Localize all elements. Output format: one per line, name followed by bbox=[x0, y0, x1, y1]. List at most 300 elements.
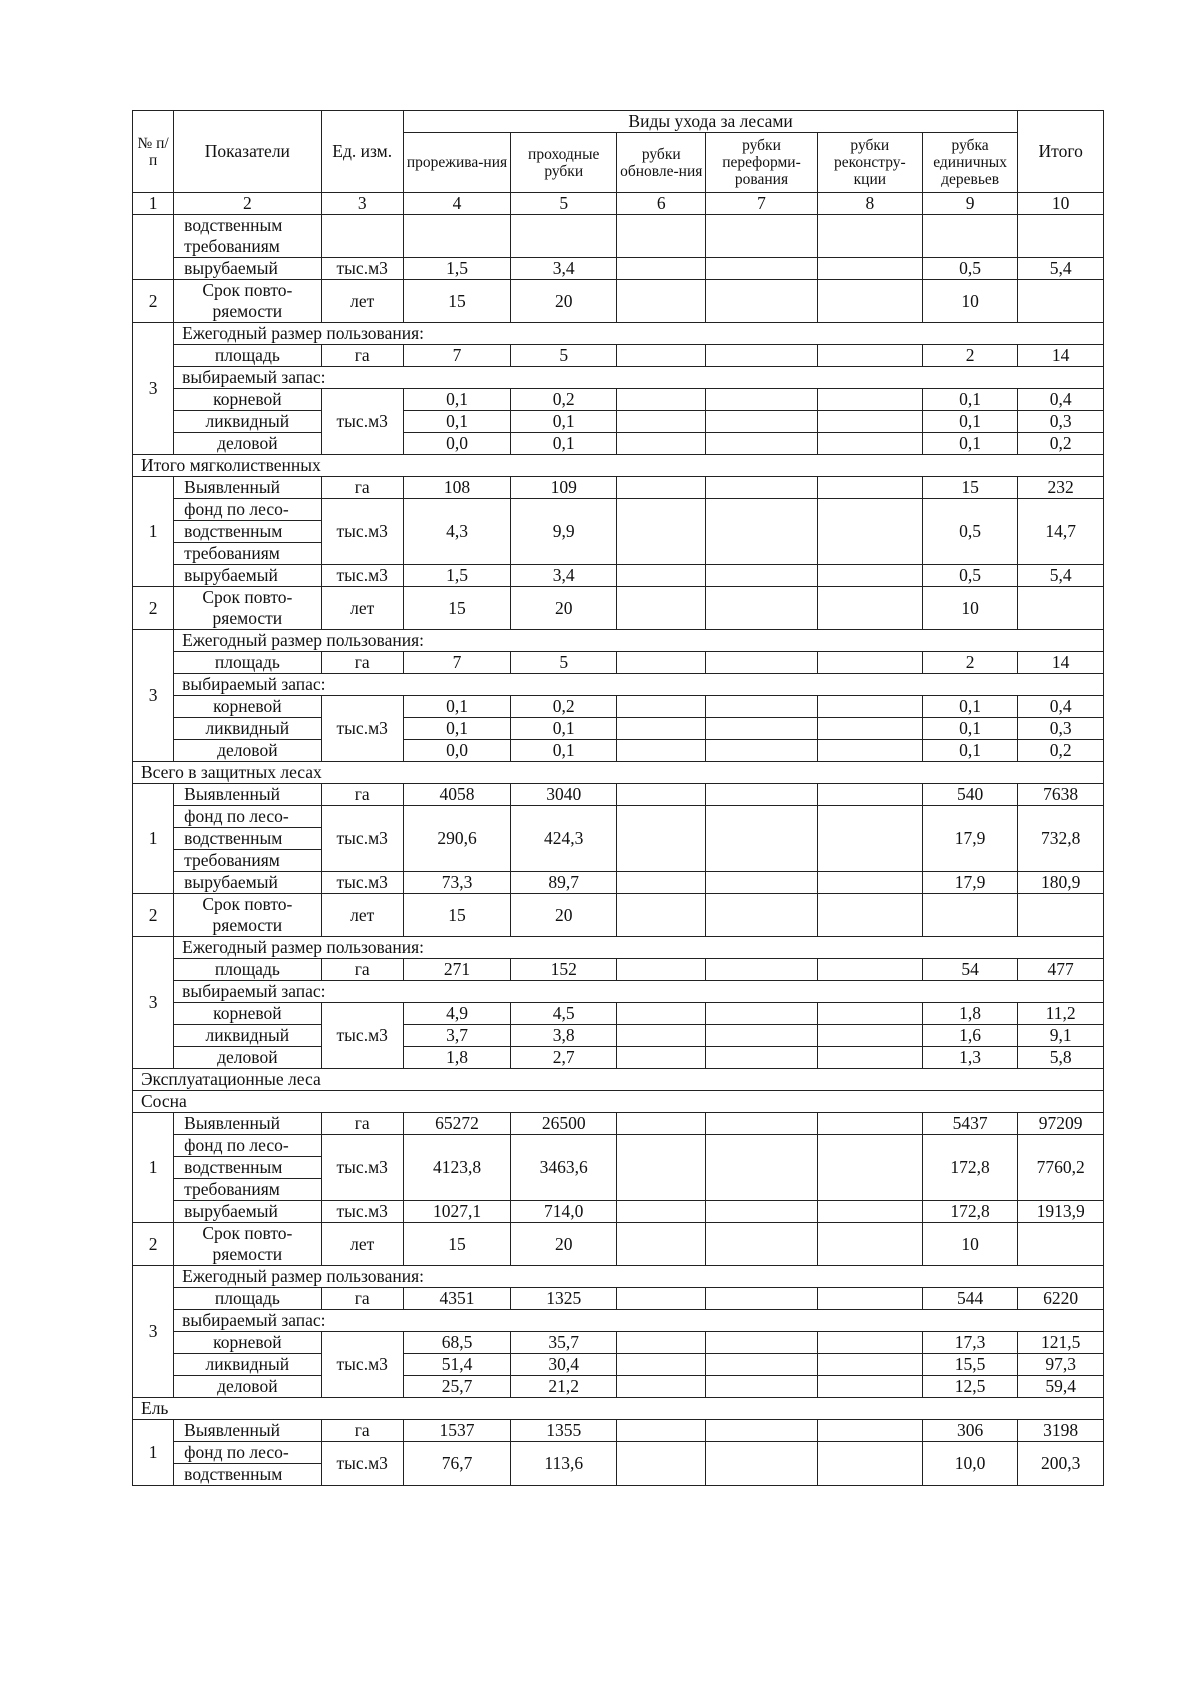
indicator-label: ликвидный bbox=[174, 411, 321, 433]
unit-cell: лет bbox=[321, 587, 403, 630]
unit-cell: лет bbox=[321, 1223, 403, 1266]
value-cell bbox=[617, 565, 706, 587]
value-cell: 3198 bbox=[1018, 1420, 1104, 1442]
value-cell bbox=[817, 565, 922, 587]
value-cell bbox=[706, 1135, 818, 1201]
value-cell: 152 bbox=[511, 959, 617, 981]
row-number: 3 bbox=[133, 323, 174, 455]
unit-cell: тыс.м3 bbox=[321, 1332, 403, 1398]
value-cell bbox=[817, 215, 922, 258]
column-numbers-row bbox=[133, 193, 1104, 215]
indicator-label: ликвидный bbox=[174, 718, 321, 740]
unit-cell: га bbox=[321, 652, 403, 674]
col-unit-header: Ед. изм. bbox=[321, 111, 403, 193]
table-row bbox=[133, 959, 1104, 981]
value-cell: 0,1 bbox=[403, 718, 510, 740]
value-cell: 7638 bbox=[1018, 784, 1104, 806]
value-cell bbox=[617, 1201, 706, 1223]
row-number: 3 bbox=[133, 1266, 174, 1398]
value-cell bbox=[617, 1288, 706, 1310]
document-page bbox=[132, 110, 1104, 1486]
value-cell: 14 bbox=[1018, 652, 1104, 674]
indicator-label: Ежегодный размер пользования: bbox=[174, 630, 1104, 652]
col-number: 8 bbox=[817, 193, 922, 215]
value-cell bbox=[617, 806, 706, 872]
value-cell bbox=[617, 1135, 706, 1201]
value-cell bbox=[617, 872, 706, 894]
indicator-label: Выявленный bbox=[174, 477, 321, 499]
row-number: 3 bbox=[133, 937, 174, 1069]
value-cell: 20 bbox=[511, 894, 617, 937]
value-cell: 20 bbox=[511, 1223, 617, 1266]
indicator-label: вырубаемый bbox=[174, 1201, 321, 1223]
col-indicators-header: Показатели bbox=[174, 111, 321, 193]
value-cell bbox=[706, 959, 818, 981]
value-cell bbox=[817, 1135, 922, 1201]
value-cell bbox=[617, 258, 706, 280]
value-cell: 0,5 bbox=[922, 565, 1017, 587]
col-renewal-cuts-header: рубки обновле-ния bbox=[617, 133, 706, 193]
value-cell: 1325 bbox=[511, 1288, 617, 1310]
indicator-label: Ежегодный размер пользования: bbox=[174, 323, 1104, 345]
value-cell: 1,8 bbox=[922, 1003, 1017, 1025]
value-cell bbox=[617, 280, 706, 323]
value-cell: 5,4 bbox=[1018, 258, 1104, 280]
value-cell bbox=[706, 872, 818, 894]
value-cell bbox=[817, 652, 922, 674]
indicator-label-line: требованиям bbox=[184, 236, 280, 256]
value-cell: 9,9 bbox=[511, 499, 617, 565]
value-cell: 1913,9 bbox=[1018, 1201, 1104, 1223]
value-cell: 68,5 bbox=[403, 1332, 510, 1354]
value-cell bbox=[706, 1025, 818, 1047]
table-row bbox=[133, 1332, 1104, 1354]
section-header: Итого мягколиственных bbox=[133, 455, 1104, 477]
unit-cell: тыс.м3 bbox=[321, 258, 403, 280]
value-cell: 271 bbox=[403, 959, 510, 981]
indicator-label bbox=[174, 215, 321, 258]
value-cell: 424,3 bbox=[511, 806, 617, 872]
value-cell: 1,8 bbox=[403, 1047, 510, 1069]
col-number: 4 bbox=[403, 193, 510, 215]
unit-cell: тыс.м3 bbox=[321, 1003, 403, 1069]
value-cell: 180,9 bbox=[1018, 872, 1104, 894]
value-cell bbox=[817, 740, 922, 762]
indicator-label: водственным bbox=[174, 1157, 321, 1179]
indicator-label: требованиям bbox=[174, 543, 321, 565]
value-cell: 65272 bbox=[403, 1113, 510, 1135]
value-cell bbox=[706, 389, 818, 411]
value-cell bbox=[817, 1223, 922, 1266]
care-types-header: Виды ухода за лесами bbox=[403, 111, 1017, 133]
value-cell: 1355 bbox=[511, 1420, 617, 1442]
table-row bbox=[133, 1442, 1104, 1464]
value-cell: 0,5 bbox=[922, 258, 1017, 280]
value-cell: 2 bbox=[922, 652, 1017, 674]
value-cell: 0,1 bbox=[922, 740, 1017, 762]
value-cell bbox=[706, 1223, 818, 1266]
value-cell: 0,1 bbox=[922, 433, 1017, 455]
value-cell bbox=[817, 1113, 922, 1135]
value-cell bbox=[817, 1003, 922, 1025]
indicator-label: ликвидный bbox=[174, 1025, 321, 1047]
value-cell: 15 bbox=[403, 1223, 510, 1266]
value-cell bbox=[817, 718, 922, 740]
value-cell: 0,1 bbox=[922, 718, 1017, 740]
value-cell bbox=[706, 1354, 818, 1376]
table-row bbox=[133, 215, 1104, 258]
table-row bbox=[133, 718, 1104, 740]
value-cell: 3,4 bbox=[511, 565, 617, 587]
value-cell bbox=[617, 499, 706, 565]
value-cell: 0,3 bbox=[1018, 411, 1104, 433]
indicator-label: корневой bbox=[174, 1003, 321, 1025]
value-cell bbox=[706, 1376, 818, 1398]
value-cell bbox=[817, 587, 922, 630]
value-cell bbox=[617, 1332, 706, 1354]
value-cell bbox=[617, 696, 706, 718]
value-cell bbox=[511, 215, 617, 258]
value-cell: 0,1 bbox=[922, 389, 1017, 411]
indicator-label: площадь bbox=[174, 345, 321, 367]
table-row bbox=[133, 411, 1104, 433]
value-cell: 4123,8 bbox=[403, 1135, 510, 1201]
value-cell bbox=[922, 215, 1017, 258]
value-cell: 3,8 bbox=[511, 1025, 617, 1047]
value-cell bbox=[817, 499, 922, 565]
value-cell: 25,7 bbox=[403, 1376, 510, 1398]
header-row bbox=[133, 111, 1104, 133]
indicator-label: ликвидный bbox=[174, 1354, 321, 1376]
unit-cell: тыс.м3 bbox=[321, 1442, 403, 1486]
indicator-label: Выявленный bbox=[174, 1113, 321, 1135]
table-row bbox=[133, 565, 1104, 587]
value-cell bbox=[617, 477, 706, 499]
value-cell: 4,3 bbox=[403, 499, 510, 565]
value-cell: 732,8 bbox=[1018, 806, 1104, 872]
value-cell bbox=[1018, 280, 1104, 323]
table-row bbox=[133, 1025, 1104, 1047]
value-cell bbox=[817, 258, 922, 280]
indicator-label: выбираемый запас: bbox=[174, 674, 1104, 696]
indicator-label: выбираемый запас: bbox=[174, 1310, 1104, 1332]
value-cell: 0,1 bbox=[511, 740, 617, 762]
table-row bbox=[133, 806, 1104, 828]
value-cell: 54 bbox=[922, 959, 1017, 981]
value-cell: 10,0 bbox=[922, 1442, 1017, 1486]
value-cell: 1,3 bbox=[922, 1047, 1017, 1069]
value-cell bbox=[617, 345, 706, 367]
value-cell bbox=[706, 345, 818, 367]
indicator-label-line: водственным bbox=[184, 215, 283, 235]
value-cell: 0,2 bbox=[1018, 433, 1104, 455]
table-row bbox=[133, 784, 1104, 806]
value-cell bbox=[817, 1025, 922, 1047]
section-row bbox=[133, 762, 1104, 784]
table-row bbox=[133, 1201, 1104, 1223]
value-cell bbox=[617, 389, 706, 411]
value-cell bbox=[817, 345, 922, 367]
col-num-header: № п/ п bbox=[133, 111, 174, 193]
value-cell bbox=[817, 1354, 922, 1376]
table-row bbox=[133, 872, 1104, 894]
row-number: 1 bbox=[133, 1420, 174, 1486]
value-cell bbox=[706, 565, 818, 587]
value-cell: 4,9 bbox=[403, 1003, 510, 1025]
value-cell: 14 bbox=[1018, 345, 1104, 367]
indicator-label: вырубаемый bbox=[174, 872, 321, 894]
value-cell: 0,1 bbox=[403, 389, 510, 411]
value-cell bbox=[706, 1047, 818, 1069]
value-cell bbox=[706, 1420, 818, 1442]
indicator-label: водственным bbox=[174, 1464, 321, 1486]
table-row bbox=[133, 740, 1104, 762]
unit-cell: тыс.м3 bbox=[321, 806, 403, 872]
value-cell: 714,0 bbox=[511, 1201, 617, 1223]
value-cell: 59,4 bbox=[1018, 1376, 1104, 1398]
value-cell: 0,1 bbox=[403, 696, 510, 718]
value-cell bbox=[817, 477, 922, 499]
value-cell bbox=[617, 894, 706, 937]
value-cell bbox=[706, 280, 818, 323]
value-cell bbox=[1018, 215, 1104, 258]
value-cell: 3040 bbox=[511, 784, 617, 806]
table-row bbox=[133, 696, 1104, 718]
indicator-label: Срок повто-ряемости bbox=[174, 587, 321, 630]
value-cell bbox=[817, 894, 922, 937]
table-row bbox=[133, 652, 1104, 674]
section-row bbox=[133, 1398, 1104, 1420]
value-cell: 4,5 bbox=[511, 1003, 617, 1025]
value-cell: 0,1 bbox=[511, 718, 617, 740]
value-cell bbox=[817, 1201, 922, 1223]
indicator-label: фонд по лесо- bbox=[174, 499, 321, 521]
value-cell bbox=[706, 1113, 818, 1135]
value-cell: 15 bbox=[403, 894, 510, 937]
value-cell bbox=[817, 1332, 922, 1354]
value-cell: 9,1 bbox=[1018, 1025, 1104, 1047]
table-row bbox=[133, 587, 1104, 630]
value-cell: 20 bbox=[511, 587, 617, 630]
value-cell: 0,0 bbox=[403, 740, 510, 762]
row-number: 1 bbox=[133, 477, 174, 587]
value-cell: 30,4 bbox=[511, 1354, 617, 1376]
indicator-label: Срок повто-ряемости bbox=[174, 894, 321, 937]
value-cell bbox=[817, 784, 922, 806]
value-cell bbox=[706, 587, 818, 630]
value-cell: 7 bbox=[403, 652, 510, 674]
value-cell: 3,4 bbox=[511, 258, 617, 280]
value-cell: 544 bbox=[922, 1288, 1017, 1310]
value-cell bbox=[817, 411, 922, 433]
value-cell bbox=[617, 587, 706, 630]
table-row bbox=[133, 1288, 1104, 1310]
value-cell bbox=[817, 1288, 922, 1310]
value-cell: 0,2 bbox=[1018, 740, 1104, 762]
row-number: 1 bbox=[133, 1113, 174, 1223]
value-cell: 4058 bbox=[403, 784, 510, 806]
value-cell: 0,1 bbox=[511, 433, 617, 455]
value-cell: 6220 bbox=[1018, 1288, 1104, 1310]
unit-cell: тыс.м3 bbox=[321, 1201, 403, 1223]
value-cell bbox=[817, 696, 922, 718]
table-row bbox=[133, 1266, 1104, 1288]
value-cell: 97209 bbox=[1018, 1113, 1104, 1135]
indicator-label: деловой bbox=[174, 1376, 321, 1398]
value-cell bbox=[706, 215, 818, 258]
value-cell: 51,4 bbox=[403, 1354, 510, 1376]
value-cell: 15 bbox=[403, 280, 510, 323]
value-cell bbox=[706, 740, 818, 762]
value-cell: 14,7 bbox=[1018, 499, 1104, 565]
unit-cell: тыс.м3 bbox=[321, 1135, 403, 1201]
row-number: 2 bbox=[133, 894, 174, 937]
value-cell bbox=[817, 389, 922, 411]
value-cell: 1,5 bbox=[403, 258, 510, 280]
value-cell: 15 bbox=[922, 477, 1017, 499]
value-cell bbox=[817, 959, 922, 981]
indicator-label: вырубаемый bbox=[174, 258, 321, 280]
value-cell: 4351 bbox=[403, 1288, 510, 1310]
row-number: 2 bbox=[133, 1223, 174, 1266]
value-cell: 11,2 bbox=[1018, 1003, 1104, 1025]
value-cell bbox=[706, 1288, 818, 1310]
indicator-label: деловой bbox=[174, 1047, 321, 1069]
value-cell: 0,1 bbox=[922, 411, 1017, 433]
section-row bbox=[133, 1069, 1104, 1091]
value-cell: 0,1 bbox=[511, 411, 617, 433]
value-cell: 1027,1 bbox=[403, 1201, 510, 1223]
table-row bbox=[133, 674, 1104, 696]
unit-cell bbox=[321, 215, 403, 258]
value-cell: 20 bbox=[511, 280, 617, 323]
unit-cell: га bbox=[321, 959, 403, 981]
unit-cell: тыс.м3 bbox=[321, 565, 403, 587]
table-row bbox=[133, 345, 1104, 367]
value-cell bbox=[617, 740, 706, 762]
value-cell bbox=[922, 894, 1017, 937]
value-cell: 2 bbox=[922, 345, 1017, 367]
indicator-label: водственным bbox=[174, 828, 321, 850]
value-cell bbox=[617, 1223, 706, 1266]
value-cell: 17,9 bbox=[922, 806, 1017, 872]
row-number: 2 bbox=[133, 280, 174, 323]
value-cell: 1537 bbox=[403, 1420, 510, 1442]
value-cell: 232 bbox=[1018, 477, 1104, 499]
value-cell: 35,7 bbox=[511, 1332, 617, 1354]
indicator-label: Ежегодный размер пользования: bbox=[174, 937, 1104, 959]
indicator-label: деловой bbox=[174, 740, 321, 762]
value-cell bbox=[617, 215, 706, 258]
value-cell: 5 bbox=[511, 345, 617, 367]
value-cell: 17,3 bbox=[922, 1332, 1017, 1354]
col-passage-cuts-header: проходные рубки bbox=[511, 133, 617, 193]
value-cell bbox=[617, 718, 706, 740]
indicator-label: фонд по лесо- bbox=[174, 806, 321, 828]
value-cell bbox=[817, 433, 922, 455]
value-cell: 97,3 bbox=[1018, 1354, 1104, 1376]
indicator-label: Выявленный bbox=[174, 784, 321, 806]
table-row bbox=[133, 1113, 1104, 1135]
value-cell: 21,2 bbox=[511, 1376, 617, 1398]
col-number: 9 bbox=[922, 193, 1017, 215]
row-number bbox=[133, 215, 174, 280]
col-thinning-header: прорежива-ния bbox=[403, 133, 510, 193]
value-cell bbox=[617, 1047, 706, 1069]
value-cell: 3,7 bbox=[403, 1025, 510, 1047]
indicator-label: корневой bbox=[174, 696, 321, 718]
value-cell bbox=[817, 872, 922, 894]
indicator-label: водственным bbox=[174, 521, 321, 543]
table-row bbox=[133, 280, 1104, 323]
value-cell: 108 bbox=[403, 477, 510, 499]
value-cell bbox=[706, 477, 818, 499]
section-header: Эксплуатационные леса bbox=[133, 1069, 1104, 1091]
indicator-label: вырубаемый bbox=[174, 565, 321, 587]
table-row bbox=[133, 937, 1104, 959]
value-cell bbox=[817, 280, 922, 323]
value-cell bbox=[706, 258, 818, 280]
value-cell bbox=[706, 411, 818, 433]
value-cell bbox=[617, 784, 706, 806]
value-cell bbox=[403, 215, 510, 258]
value-cell bbox=[617, 1376, 706, 1398]
col-number: 2 bbox=[174, 193, 321, 215]
value-cell bbox=[617, 652, 706, 674]
value-cell bbox=[817, 1420, 922, 1442]
section-row bbox=[133, 455, 1104, 477]
unit-cell: тыс.м3 bbox=[321, 696, 403, 762]
indicator-label: Выявленный bbox=[174, 1420, 321, 1442]
indicator-label: требованиям bbox=[174, 850, 321, 872]
value-cell: 1,6 bbox=[922, 1025, 1017, 1047]
value-cell bbox=[617, 1354, 706, 1376]
value-cell bbox=[1018, 894, 1104, 937]
unit-cell: тыс.м3 bbox=[321, 872, 403, 894]
value-cell: 0,2 bbox=[511, 389, 617, 411]
value-cell bbox=[817, 1376, 922, 1398]
value-cell bbox=[706, 1442, 818, 1486]
value-cell bbox=[617, 1420, 706, 1442]
col-number: 5 bbox=[511, 193, 617, 215]
indicator-label: выбираемый запас: bbox=[174, 367, 1104, 389]
value-cell: 2,7 bbox=[511, 1047, 617, 1069]
value-cell bbox=[617, 959, 706, 981]
value-cell bbox=[706, 499, 818, 565]
value-cell: 15,5 bbox=[922, 1354, 1017, 1376]
indicator-label: деловой bbox=[174, 433, 321, 455]
value-cell: 7 bbox=[403, 345, 510, 367]
value-cell: 109 bbox=[511, 477, 617, 499]
table-row bbox=[133, 323, 1104, 345]
value-cell: 10 bbox=[922, 280, 1017, 323]
unit-cell: тыс.м3 bbox=[321, 389, 403, 455]
value-cell: 0,1 bbox=[922, 696, 1017, 718]
value-cell: 0,1 bbox=[403, 411, 510, 433]
unit-cell: га bbox=[321, 784, 403, 806]
col-reconstruction-cuts-header: рубки реконстру-кции bbox=[817, 133, 922, 193]
value-cell: 12,5 bbox=[922, 1376, 1017, 1398]
indicator-label: Ежегодный размер пользования: bbox=[174, 1266, 1104, 1288]
value-cell: 73,3 bbox=[403, 872, 510, 894]
table-row bbox=[133, 367, 1104, 389]
value-cell bbox=[706, 433, 818, 455]
value-cell: 200,3 bbox=[1018, 1442, 1104, 1486]
table-row bbox=[133, 1420, 1104, 1442]
table-row bbox=[133, 630, 1104, 652]
value-cell: 3463,6 bbox=[511, 1135, 617, 1201]
col-single-trees-header: рубка единичных деревьев bbox=[922, 133, 1017, 193]
